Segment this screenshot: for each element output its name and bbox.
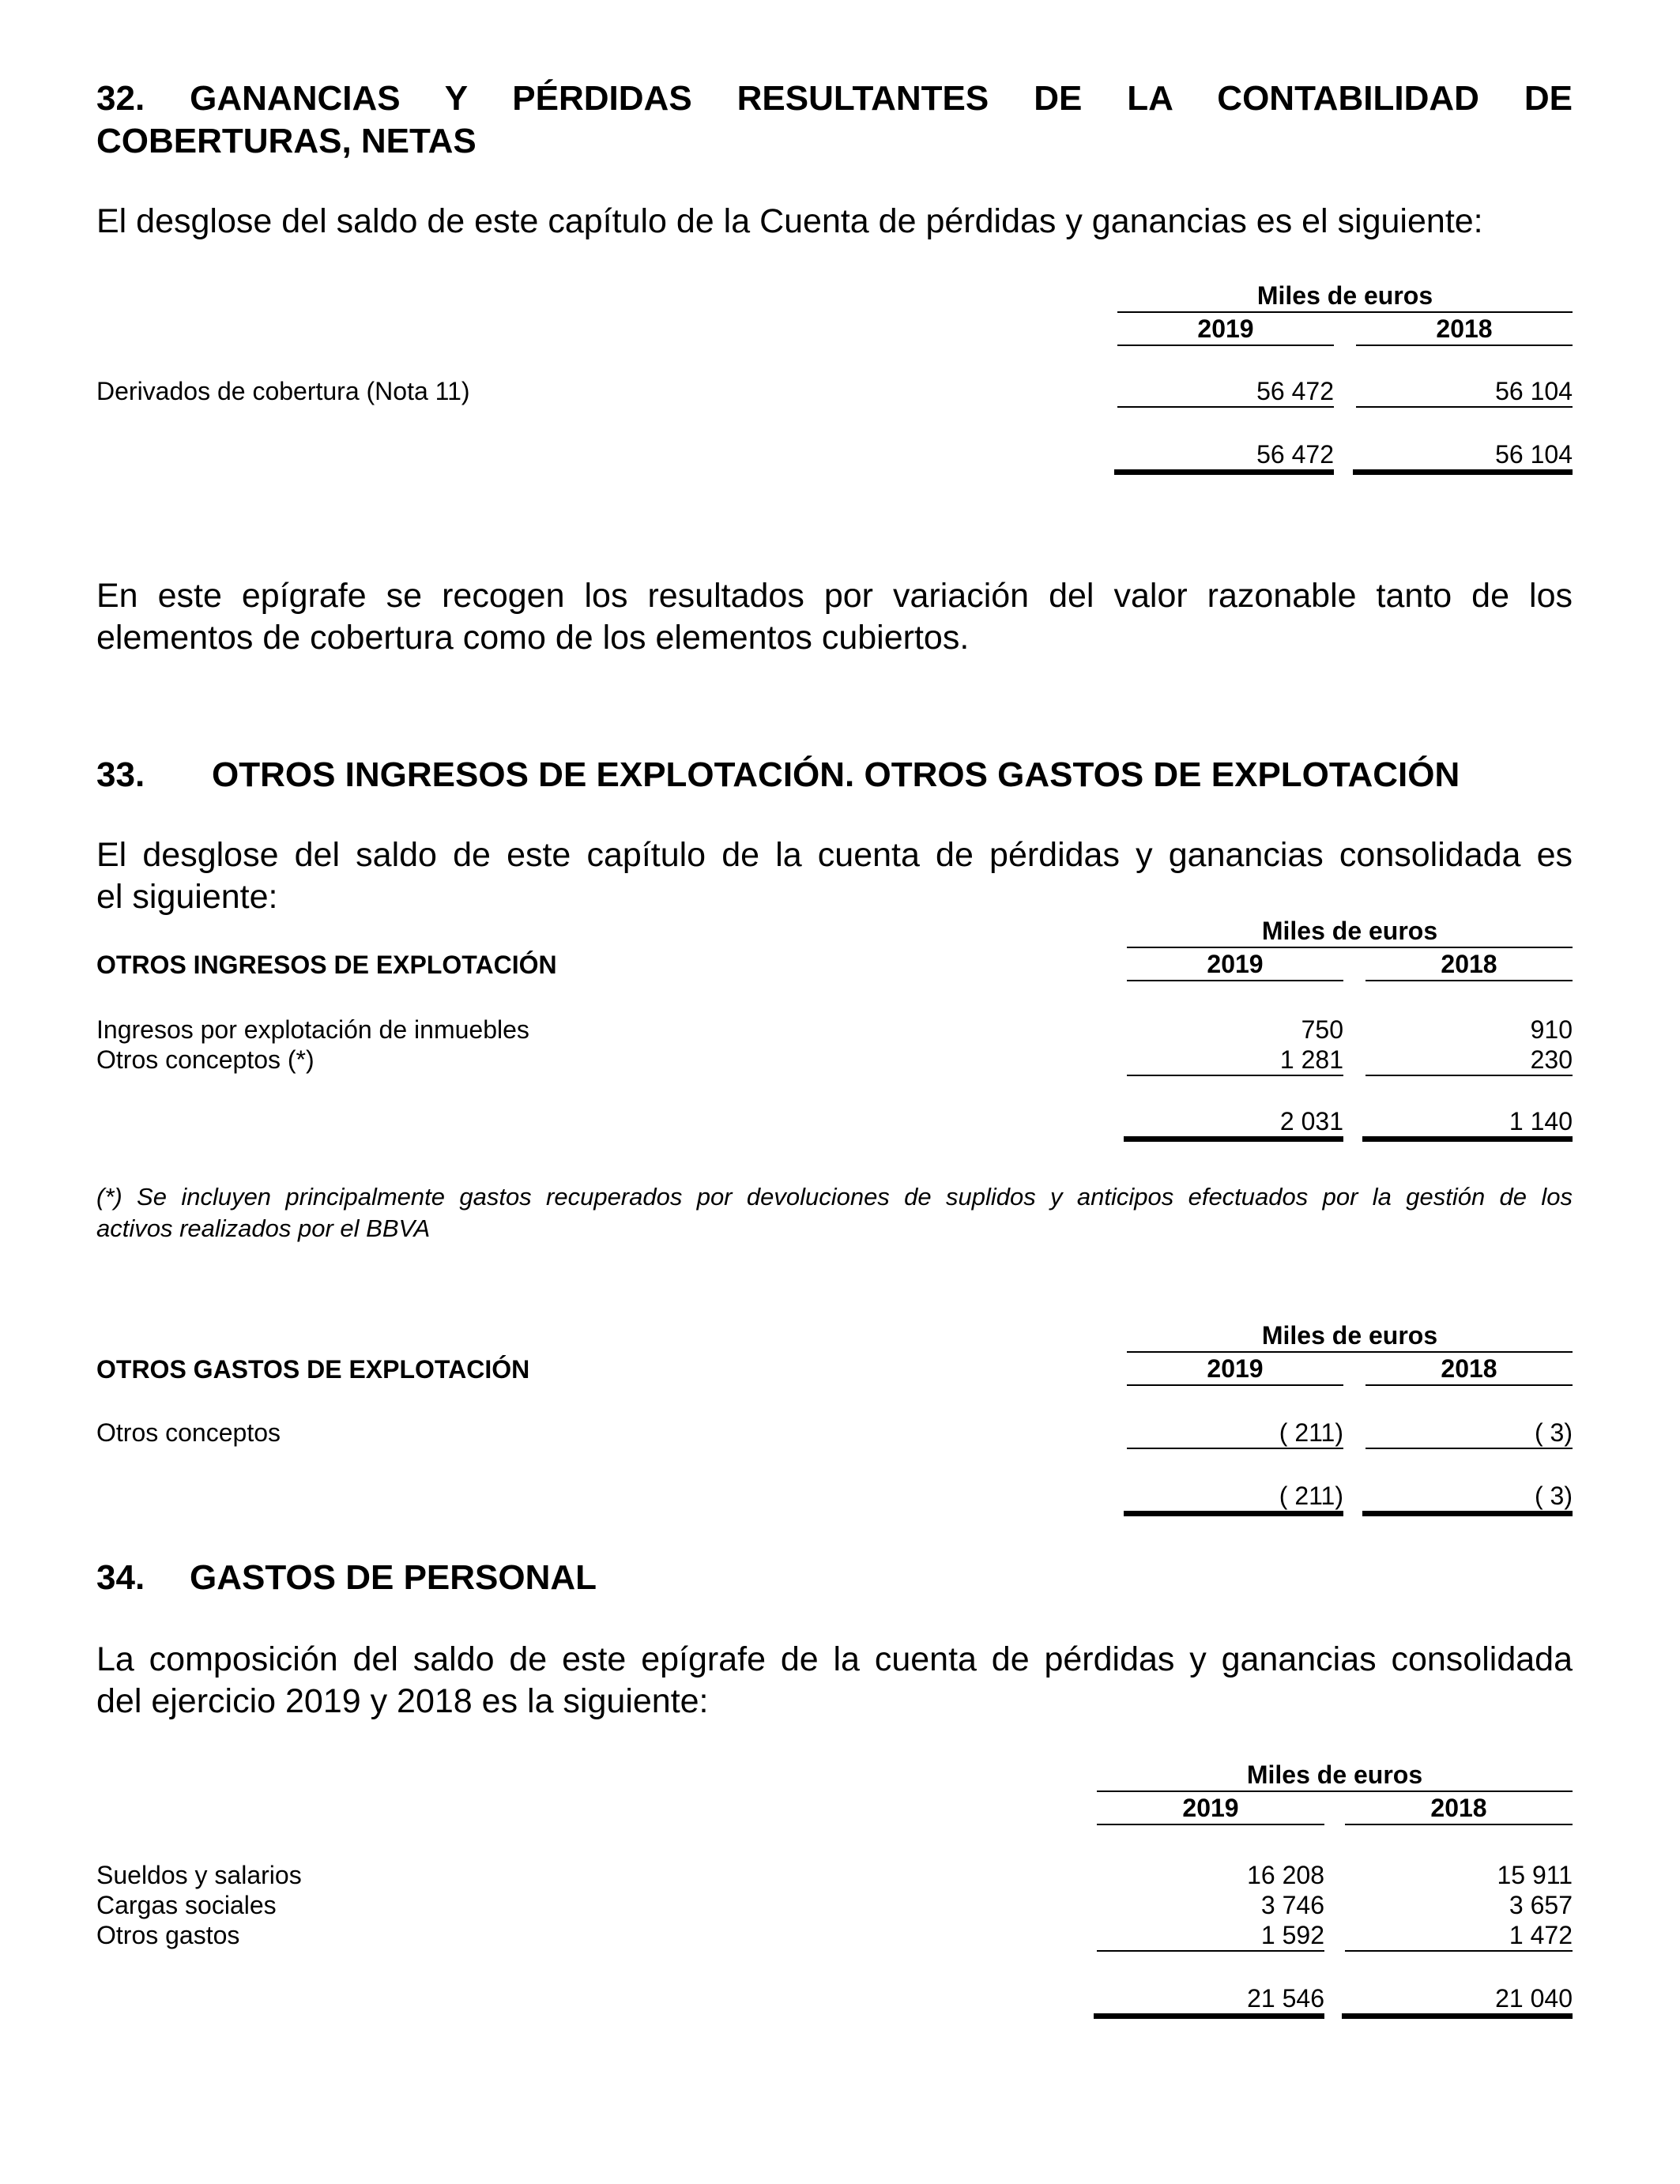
t32-total-2019: 56 472 [1256, 440, 1334, 469]
t33b-subtotal-rule-2018 [1365, 1448, 1573, 1449]
footnote-line2: activos realizados por el BBVA [96, 1214, 431, 1242]
t32-row-2019: 56 472 [1256, 377, 1334, 405]
t33a-row2-label: Otros conceptos (*) [96, 1045, 315, 1074]
t34-col-rule-2019 [1097, 1824, 1324, 1825]
t32-total-2018: 56 104 [1495, 440, 1573, 469]
t33b-row1-2018: ( 3) [1535, 1418, 1573, 1447]
t34-row2-label: Cargas sociales [96, 1891, 277, 1919]
t34-row2-2019: 3 746 [1260, 1891, 1324, 1919]
t33a-row2-2018: 230 [1530, 1045, 1573, 1074]
section-32-title-line1: 32. GANANCIAS Y PÉRDIDAS RESULTANTES DE LA CONTABILIDAD DE [96, 79, 1573, 118]
t34-total-2019: 21 546 [1247, 1984, 1324, 2013]
section-34-intro-line1: La composición del saldo de este epígrafe de la cuenta de pérdidas y ganancias consolidada [96, 1640, 1573, 1678]
section-33-number: 33. [96, 755, 145, 794]
t32-subtotal-rule-2019 [1117, 406, 1334, 408]
t32-col-2019: 2019 [1197, 314, 1254, 343]
t33a-unit-header: Miles de euros [1261, 917, 1438, 945]
t34-subtotal-rule-2019 [1097, 1950, 1324, 1952]
t32-col-2018: 2018 [1436, 314, 1493, 343]
t33b-col-2019: 2019 [1207, 1354, 1264, 1383]
section-33-intro-line2: el siguiente: [96, 878, 278, 916]
t33a-col-rule-2019 [1127, 980, 1343, 981]
t34-total-rule-2018 [1342, 2013, 1573, 2019]
section-32-intro: El desglose del saldo de este capítulo de la Cuenta de pérdidas y ganancias es el siguiente: [96, 202, 1483, 240]
t32-col-rule-2018 [1356, 345, 1573, 346]
t33a-heading: OTROS INGRESOS DE EXPLOTACIÓN [96, 951, 557, 979]
t34-total-rule-2019 [1094, 2013, 1324, 2019]
t33b-unit-header: Miles de euros [1261, 1321, 1438, 1350]
t33a-col-rule-2018 [1365, 980, 1573, 981]
t33b-total-2018: ( 3) [1535, 1482, 1573, 1510]
t33a-total-2018: 1 140 [1509, 1107, 1573, 1135]
section-34-title: GASTOS DE PERSONAL [190, 1558, 597, 1597]
t33b-subtotal-rule-2019 [1127, 1448, 1343, 1449]
t33b-col-rule-2019 [1127, 1384, 1343, 1386]
t33a-col-2018: 2018 [1441, 950, 1497, 978]
t34-col-2018: 2018 [1430, 1794, 1487, 1822]
t33a-total-rule-2018 [1362, 1136, 1573, 1142]
t33a-row1-2018: 910 [1530, 1015, 1573, 1044]
t34-row2-2018: 3 657 [1509, 1891, 1573, 1919]
section-32-para-line1: En este epígrafe se recogen los resultados por variación del valor razonable tanto de los [96, 577, 1573, 615]
t34-total-2018: 21 040 [1495, 1984, 1573, 2013]
t34-subtotal-rule-2018 [1345, 1950, 1573, 1952]
t33a-row2-2019: 1 281 [1279, 1045, 1343, 1074]
t32-subtotal-rule-2018 [1356, 406, 1573, 408]
section-34-intro-line2: del ejercicio 2019 y 2018 es la siguiente: [96, 1682, 709, 1720]
t32-row-label: Derivados de cobertura (Nota 11) [96, 377, 470, 405]
t34-unit-header: Miles de euros [1246, 1760, 1423, 1789]
t33b-total-rule-2019 [1124, 1511, 1343, 1516]
t33b-row1-2019: ( 211) [1279, 1418, 1343, 1447]
t34-unit-rule [1097, 1791, 1573, 1792]
t33a-unit-rule [1127, 947, 1573, 948]
t32-total-rule-2019 [1114, 469, 1334, 475]
t34-row1-2019: 16 208 [1247, 1861, 1324, 1889]
t34-row3-2018: 1 472 [1509, 1921, 1573, 1949]
t34-row1-label: Sueldos y salarios [96, 1861, 302, 1889]
section-32-para-line2: elementos de cobertura como de los elementos cubiertos. [96, 619, 970, 657]
t33a-col-2019: 2019 [1207, 950, 1264, 978]
t34-row3-label: Otros gastos [96, 1921, 240, 1949]
t33a-subtotal-rule-2019 [1127, 1075, 1343, 1076]
t33a-row1-label: Ingresos por explotación de inmuebles [96, 1015, 529, 1044]
t34-row1-2018: 15 911 [1497, 1861, 1573, 1889]
section-33-intro-line1: El desglose del saldo de este capítulo de la cuenta de pérdidas y ganancias consolidada es [96, 836, 1573, 874]
t33b-col-2018: 2018 [1441, 1354, 1497, 1383]
t33a-total-2019: 2 031 [1279, 1107, 1343, 1135]
t32-row-2018: 56 104 [1495, 377, 1573, 405]
footnote-line1: (*) Se incluyen principalmente gastos recuperados por devoluciones de suplidos y anticipos efectuados por la gestión de los [96, 1183, 1573, 1211]
t33a-total-rule-2019 [1124, 1136, 1343, 1142]
section-32-title-line2: COBERTURAS, NETAS [96, 122, 477, 160]
t33b-total-2019: ( 211) [1279, 1482, 1343, 1510]
t33b-unit-rule [1127, 1351, 1573, 1353]
section-33-title: OTROS INGRESOS DE EXPLOTACIÓN. OTROS GASTOS DE EXPLOTACIÓN [212, 755, 1460, 794]
t34-col-2019: 2019 [1182, 1794, 1239, 1822]
t32-unit-header: Miles de euros [1256, 281, 1433, 310]
t34-col-rule-2018 [1345, 1824, 1573, 1825]
t34-row3-2019: 1 592 [1260, 1921, 1324, 1949]
t33b-col-rule-2018 [1365, 1384, 1573, 1386]
t32-col-rule-2019 [1117, 345, 1334, 346]
t33b-heading: OTROS GASTOS DE EXPLOTACIÓN [96, 1355, 530, 1384]
t32-unit-rule [1117, 311, 1573, 313]
section-34-number: 34. [96, 1558, 145, 1597]
t33a-row1-2019: 750 [1301, 1015, 1343, 1044]
t33b-row1-label: Otros conceptos [96, 1418, 281, 1447]
t33a-subtotal-rule-2018 [1365, 1075, 1573, 1076]
t32-total-rule-2018 [1353, 469, 1573, 475]
t33b-total-rule-2018 [1362, 1511, 1573, 1516]
